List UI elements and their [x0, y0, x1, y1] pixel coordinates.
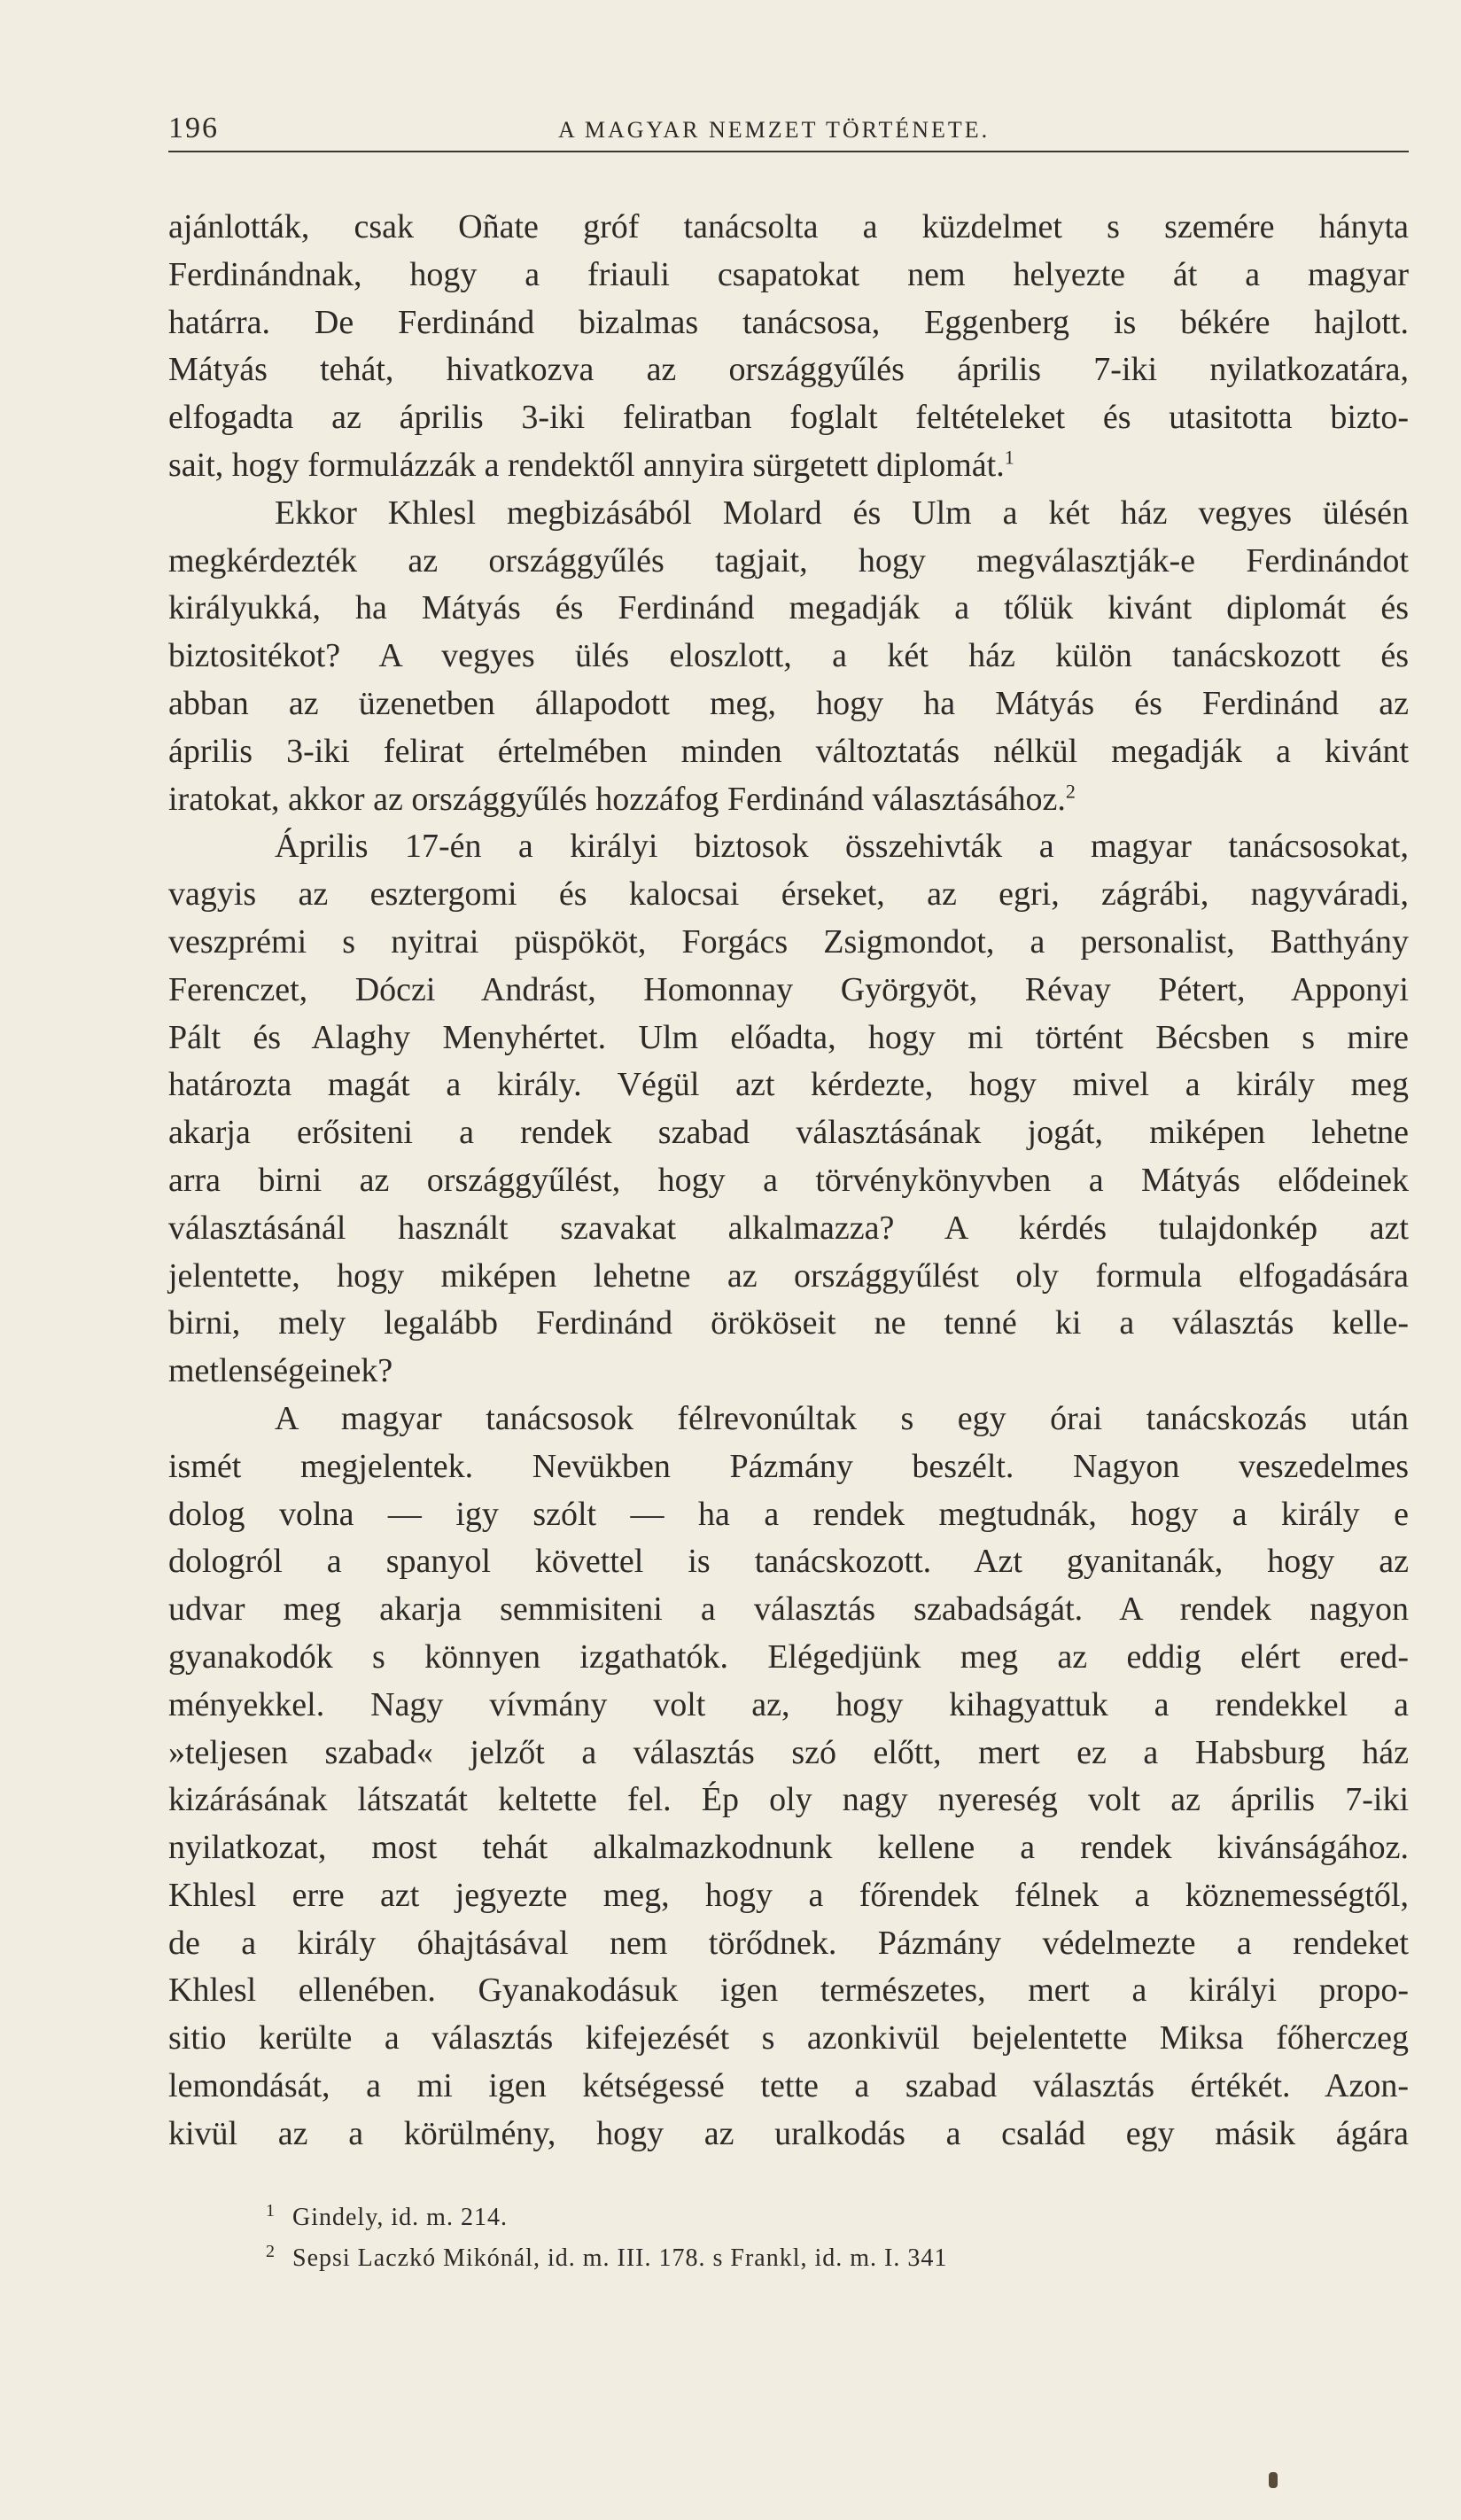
page-number: 196 [168, 112, 219, 144]
text-line: ményekkel. Nagy vívmány volt az, hogy kihagyattuk a rendekkel a [168, 1685, 1409, 1723]
text-line: nyilatkozat, most tehát alkalmazkodnunk kellene a rendek kivánságához. [168, 1829, 1409, 1867]
text-line: határra. De Ferdinánd bizalmas tanácsosa, Eggenberg is békére hajlott. [168, 303, 1409, 341]
text-line [168, 442, 1409, 490]
text-line: Khlesl ellenében. Gyanakodásuk igen természetes, mert a királyi propo- [168, 1972, 1409, 2010]
text-line: »teljesen szabad« jelzőt a választás szó előtt, mert ez a Habsburg ház [168, 1733, 1409, 1771]
footnote: 1 Gindely, id. m. 214. [266, 2200, 508, 2231]
footnote-text: Gindely, id. m. 214. [292, 2204, 508, 2231]
text-line: kizárásának látszatát keltette fel. Ép oly nagy nyereség volt az április 7-iki [168, 1781, 1409, 1819]
running-title: A MAGYAR NEMZET TÖRTÉNETE. [558, 117, 991, 143]
text-line: kivül az a körülmény, hogy az uralkodás a család egy másik ágára [168, 2114, 1409, 2152]
text-line: vagyis az esztergomi és kalocsai érseket, az egri, zágrábi, nagyváradi, [168, 875, 1409, 914]
text-line: ajánlották, csak Oñate gróf tanácsolta a küzdelmet s szemére hányta [168, 208, 1409, 245]
text-line: határozta magát a király. Végül azt kérdezte, hogy mivel a király meg [168, 1066, 1409, 1104]
footnote-ref: 1 [1004, 446, 1014, 469]
text-line: A magyar tanácsosok félrevonúltak s egy órai tanácskozás után [275, 1399, 1409, 1437]
text-line: elfogadta az április 3-iki feliratban foglalt feltételeket és utasitotta bizto- [168, 399, 1409, 437]
ink-blot [1269, 2472, 1278, 2488]
text-line: abban az üzenetben állapodott meg, hogy ha Mátyás és Ferdinánd az [168, 684, 1409, 722]
text-line: metlenségeinek? [168, 1352, 393, 1390]
text-line: Ferenczet, Dóczi Andrást, Homonnay Györgyöt, Révay Pétert, Apponyi [168, 970, 1409, 1008]
text-line: gyanakodók s könnyen izgathatók. Elégedjünk meg az eddig elért ered- [168, 1637, 1409, 1676]
text-line [168, 776, 1409, 824]
text-line-content: sait, hogy formulázzák a rendektől annyira sürgetett diplomát. [168, 446, 1005, 484]
text-line: jelentette, hogy miképen lehetne az országgyűlést oly formula elfogadására [168, 1256, 1409, 1295]
text-line: április 3-iki felirat értelmében minden változtatás nélkül megadják a kivánt [168, 732, 1409, 770]
text-line-content: iratokat, akkor az országgyűlés hozzáfog Ferdinánd választásához. [168, 780, 1066, 818]
text-line: veszprémi s nyitrai püspököt, Forgács Zsigmondot, a personalist, Batthyány [168, 922, 1409, 961]
text-line: lemondását, a mi igen kétségessé tette a szabad választás értékét. Azon- [168, 2067, 1409, 2105]
text-line: dolog volna — igy szólt — ha a rendek megtudnák, hogy a király e [168, 1495, 1409, 1533]
text-line: királyukká, ha Mátyás és Ferdinánd megadják a tőlük kivánt diplomát és [168, 589, 1409, 627]
text-line: Pált és Alaghy Menyhértet. Ulm előadta, hogy mi történt Bécsben s mire [168, 1018, 1409, 1056]
text-line: megkérdezték az országgyűlés tagjait, hogy megválasztják-e Ferdinándot [168, 541, 1409, 579]
text-line: sitio kerülte a választás kifejezését s azonkivül bejelentette Miksa főherczeg [168, 2019, 1409, 2057]
text-line: akarja erősiteni a rendek szabad választásának jogát, miképen lehetne [168, 1114, 1409, 1152]
text-line: arra birni az országgyűlést, hogy a törvénykönyvben a Mátyás elődeinek [168, 1161, 1409, 1199]
text-line: de a király óhajtásával nem törődnek. Pázmány védelmezte a rendeket [168, 1924, 1409, 1962]
body-text [168, 204, 1409, 2158]
text-line: udvar meg akarja semmisiteni a választás szabadságát. A rendek nagyon [168, 1591, 1409, 1629]
footnote-ref: 2 [1065, 779, 1076, 802]
text-line: birni, mely legalább Ferdinánd örököseit ne tenné ki a választás kelle- [168, 1304, 1409, 1342]
text-line: Ekkor Khlesl megbizásából Molard és Ulm a két ház vegyes ülésén [275, 494, 1409, 532]
text-line: Ferdinándnak, hogy a friauli csapatokat nem helyezte át a magyar [168, 255, 1409, 293]
page-header [168, 105, 1409, 152]
text-line: biztositékot? A vegyes ülés eloszlott, a két ház külön tanácskozott és [168, 637, 1409, 675]
text-line: dologról a spanyol követtel is tanácskozott. Azt gyanitanák, hogy az [168, 1543, 1409, 1581]
text-line: Mátyás tehát, hivatkozva az országgyűlés április 7-iki nyilatkozatára, [168, 351, 1409, 389]
text-line: ismét megjelentek. Nevükben Pázmány beszélt. Nagyon veszedelmes [168, 1447, 1409, 1485]
footnote: 2 Sepsi Laczkó Mikónál, id. m. III. 178. s Frankl, id. m. I. 341 [266, 2241, 948, 2272]
footnotes [266, 2197, 1329, 2279]
footnote-text: Sepsi Laczkó Mikónál, id. m. III. 178. s Frankl, id. m. I. 341 [292, 2244, 948, 2272]
text-line: Khlesl erre azt jegyezte meg, hogy a főrendek félnek a köznemességtől, [168, 1876, 1409, 1914]
text-line: választásánál használt szavakat alkalmazza? A kérdés tulajdonkép azt [168, 1209, 1409, 1247]
text-line: Április 17-én a királyi biztosok összehivták a magyar tanácsosokat, [275, 828, 1409, 866]
